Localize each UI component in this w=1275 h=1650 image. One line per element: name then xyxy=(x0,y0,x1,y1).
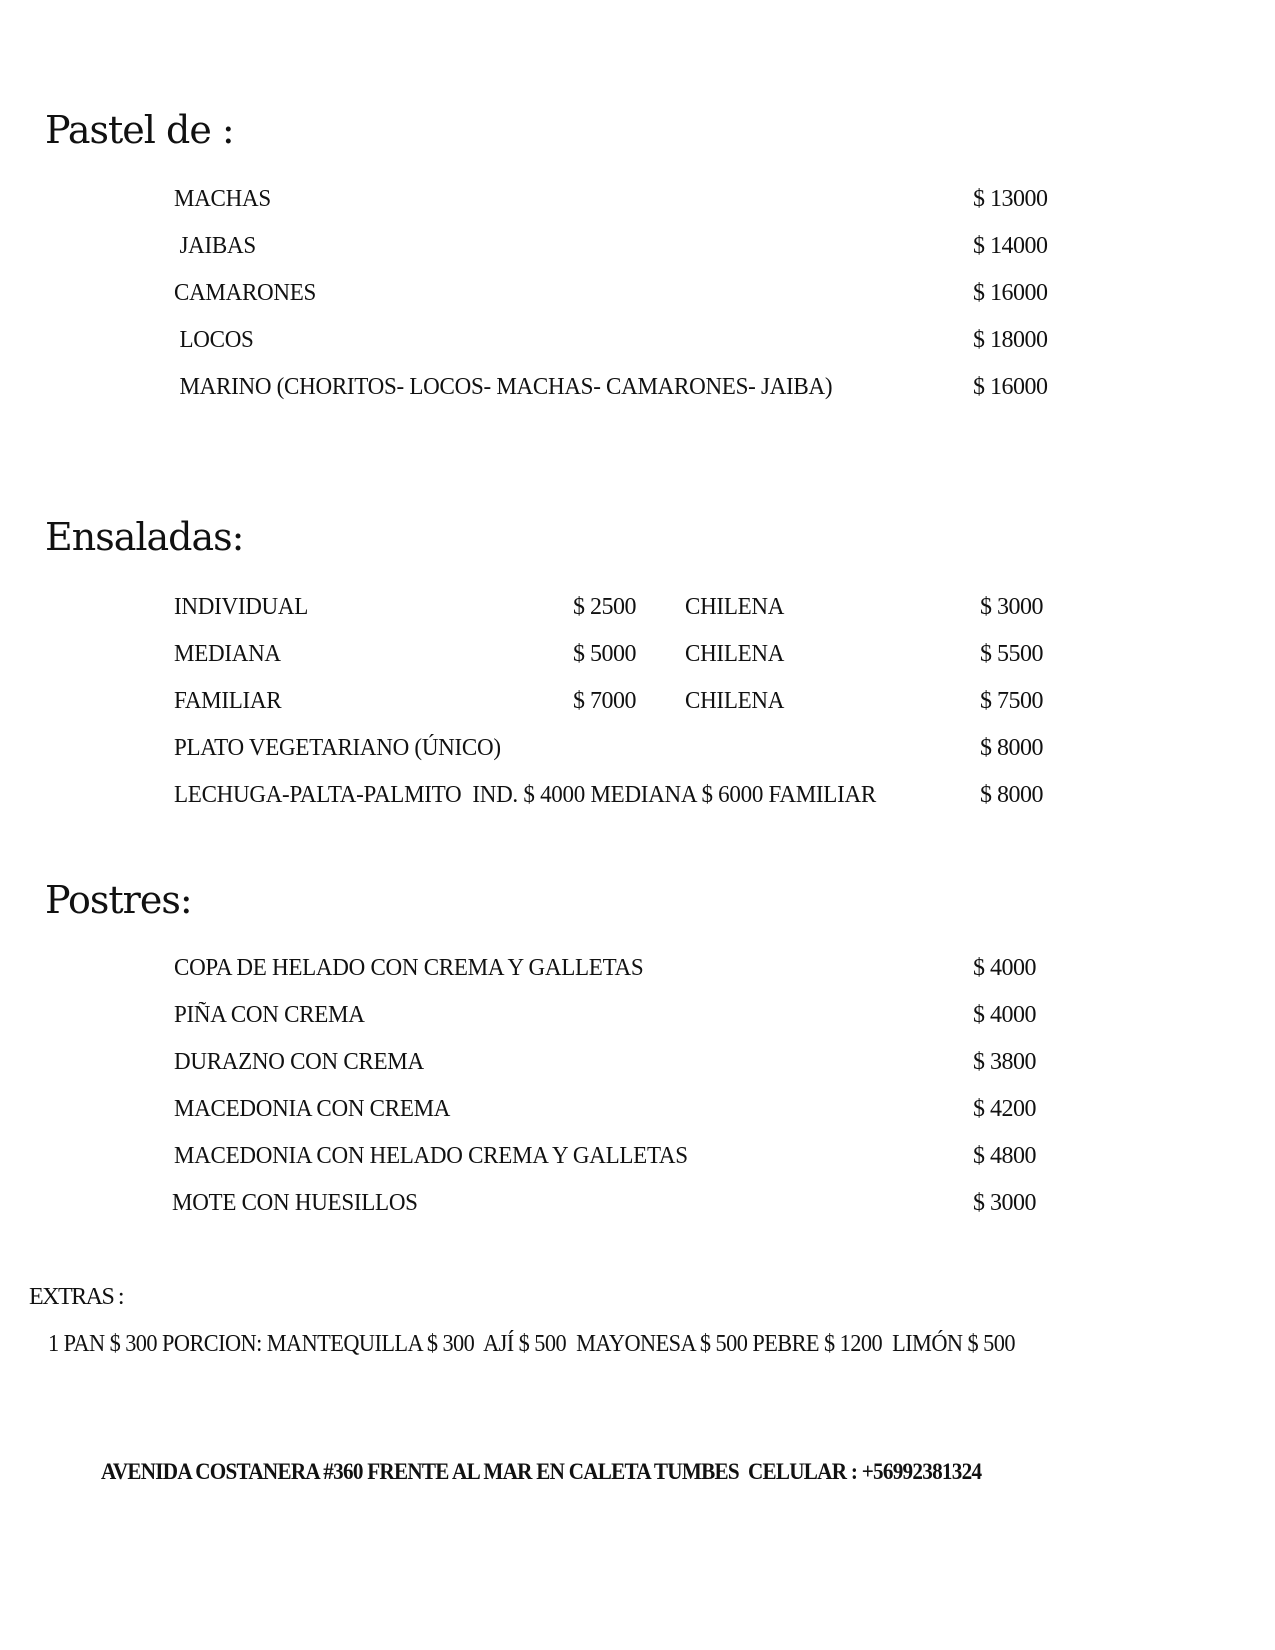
menu-item-name: LOCOS xyxy=(174,327,254,353)
salad-alt-price: $ 5500 xyxy=(980,641,1043,667)
menu-item-price: $ 8000 xyxy=(980,782,1043,808)
menu-item-price: $ 16000 xyxy=(973,280,1048,306)
salad-alt-name: CHILENA xyxy=(685,594,785,620)
menu-item-name: MACEDONIA CON CREMA xyxy=(174,1096,451,1122)
menu-item-name: MACHAS xyxy=(174,186,271,212)
salad-size-name: MEDIANA xyxy=(174,641,281,667)
salad-size-name: FAMILIAR xyxy=(174,688,282,714)
footer-address: AVENIDA COSTANERA #360 FRENTE AL MAR EN CALETA TUMBES CELULAR : +56992381324 xyxy=(101,1459,982,1484)
salad-size-name: INDIVIDUAL xyxy=(174,594,309,620)
salad-alt-price: $ 7500 xyxy=(980,688,1043,714)
menu-item-price: $ 4000 xyxy=(973,1002,1036,1028)
menu-item-name: PIÑA CON CREMA xyxy=(174,1002,365,1028)
menu-item-name: MACEDONIA CON HELADO CREMA Y GALLETAS xyxy=(174,1143,688,1169)
extras-list: 1 PAN $ 300 PORCION: MANTEQUILLA $ 300 AJÍ $ 500 MAYONESA $ 500 PEBRE $ 1200 LIMÓN $ 500 xyxy=(48,1331,1015,1357)
menu-item-price: $ 4000 xyxy=(973,955,1036,981)
menu-item-name: COPA DE HELADO CON CREMA Y GALLETAS xyxy=(174,955,644,981)
menu-item-price: $ 18000 xyxy=(973,327,1048,353)
menu-item-name: JAIBAS xyxy=(174,233,256,259)
section-heading-postres: Postres: xyxy=(45,878,192,922)
salad-size-price: $ 7000 xyxy=(573,688,636,714)
menu-item-price: $ 14000 xyxy=(973,233,1048,259)
menu-item-price: $ 4200 xyxy=(973,1096,1036,1122)
salad-size-price: $ 2500 xyxy=(573,594,636,620)
menu-item-price: $ 4800 xyxy=(973,1143,1036,1169)
salad-alt-name: CHILENA xyxy=(685,641,785,667)
menu-item-price: $ 3800 xyxy=(973,1049,1036,1075)
section-heading-ensaladas: Ensaladas: xyxy=(45,515,244,559)
menu-item-price: $ 16000 xyxy=(973,374,1048,400)
menu-item-price: $ 3000 xyxy=(973,1190,1036,1216)
menu-item-name: LECHUGA-PALTA-PALMITO IND. $ 4000 MEDIANA $ 6000 FAMILIAR xyxy=(174,782,876,808)
salad-size-price: $ 5000 xyxy=(573,641,636,667)
menu-item-name: PLATO VEGETARIANO (ÚNICO) xyxy=(174,735,501,761)
menu-item-price: $ 13000 xyxy=(973,186,1048,212)
salad-alt-name: CHILENA xyxy=(685,688,785,714)
menu-item-price: $ 8000 xyxy=(980,735,1043,761)
salad-alt-price: $ 3000 xyxy=(980,594,1043,620)
menu-item-name: MOTE CON HUESILLOS xyxy=(172,1190,418,1216)
extras-title: EXTRAS : xyxy=(29,1284,124,1310)
menu-item-name: MARINO (CHORITOS- LOCOS- MACHAS- CAMARONES- JAIBA) xyxy=(174,374,833,400)
section-heading-pastel: Pastel de : xyxy=(45,108,234,152)
menu-item-name: DURAZNO CON CREMA xyxy=(174,1049,424,1075)
menu-item-name: CAMARONES xyxy=(174,280,317,306)
